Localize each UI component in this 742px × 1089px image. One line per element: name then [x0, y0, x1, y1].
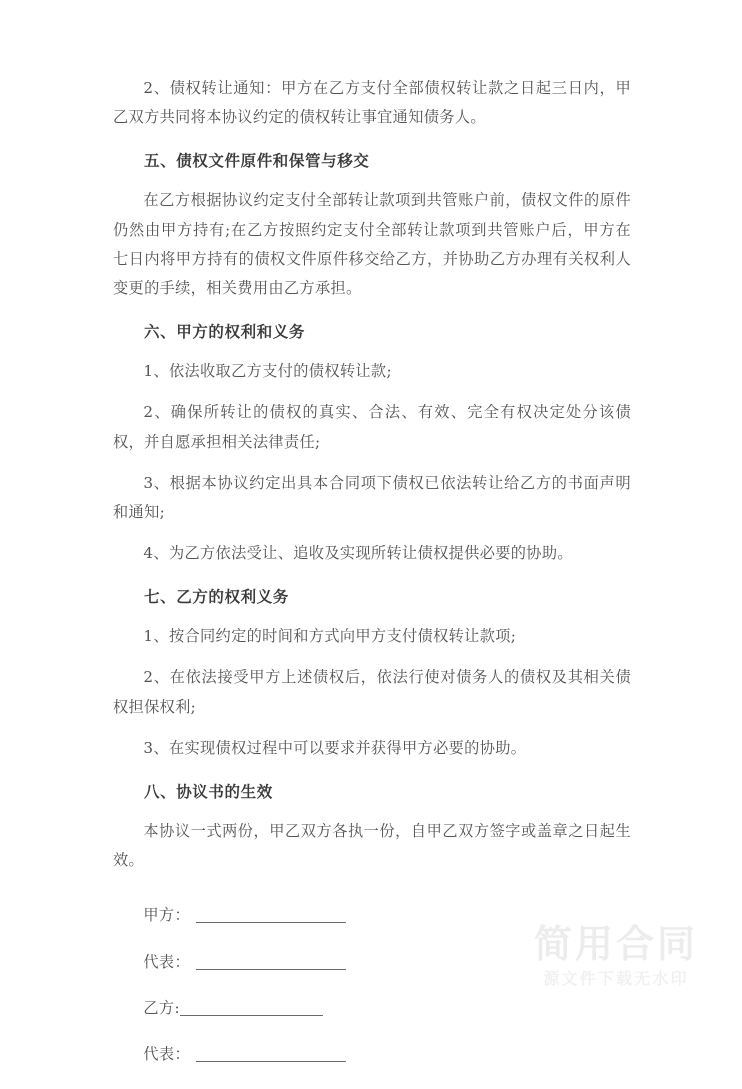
signature-fill-line[interactable]: [196, 1061, 346, 1062]
body-paragraph: 2、确保所转让的债权的真实、合法、有效、完全有权决定处分该债权，并自愿承担相关法律责任;: [113, 403, 631, 451]
watermark-subtitle: 源文件下载无水印: [543, 968, 689, 988]
signature-label: 代表：: [143, 952, 191, 971]
body-paragraph: 3、在实现债权过程中可以要求并获得甲方必要的协助。: [143, 738, 527, 757]
body-paragraph: 2、债权转让通知：甲方在乙方支付全部债权转让款之日起三日内，甲乙双方共同将本协议约定的债权转让事宜通知债务人。: [113, 79, 631, 127]
body-paragraph: 3、根据本协议约定出具本合同项下债权已依法转让给乙方的书面声明和通知;: [113, 473, 631, 521]
signature-label: 甲方：: [143, 906, 191, 925]
signature-block: [113, 903, 631, 1066]
signature-row: [113, 950, 631, 974]
section-heading: 七、乙方的权利义务: [144, 587, 289, 607]
section-heading: 六、甲方的权利和义务: [144, 322, 306, 342]
signature-row: [113, 1042, 631, 1066]
signature-fill-line[interactable]: [196, 969, 346, 970]
body-paragraph: 4、为乙方依法受让、追收及实现所转让债权提供必要的协助。: [143, 544, 573, 563]
text-blocks-container: [113, 74, 631, 875]
section-heading: 五、债权文件原件和保管与移交: [144, 151, 370, 171]
body-paragraph: 在乙方根据协议约定支付全部转让款项到共管账户前，债权文件的原件仍然由甲方持有;在乙方按照约定支付全部转让款项到共管账户后，甲方在七日内将甲方持有的债权文件原件移交给乙方，并协助乙方办理有关权利人变更的手续，相关费用由乙方承担。: [113, 191, 631, 297]
body-paragraph: 1、按合同约定的时间和方式向甲方支付债权转让款项;: [143, 627, 517, 646]
signature-row: [113, 903, 631, 927]
section-heading: 八、协议书的生效: [144, 782, 273, 802]
body-paragraph: 1、依法收取乙方支付的债权转让款;: [143, 362, 392, 381]
signature-label: 乙方:: [143, 999, 180, 1018]
signature-row: [113, 996, 631, 1020]
signature-fill-line[interactable]: [180, 1015, 323, 1016]
watermark-title: 简用合同: [533, 921, 698, 966]
body-paragraph: 本协议一式两份，甲乙双方各执一份，自甲乙双方签字或盖章之日起生效。: [113, 822, 631, 870]
signature-fill-line[interactable]: [196, 922, 346, 923]
signature-label: 代表：: [143, 1045, 191, 1064]
body-paragraph: 2、在依法接受甲方上述债权后，依法行使对债务人的债权及其相关债权担保权利;: [113, 668, 631, 716]
document-body: [113, 74, 631, 1089]
